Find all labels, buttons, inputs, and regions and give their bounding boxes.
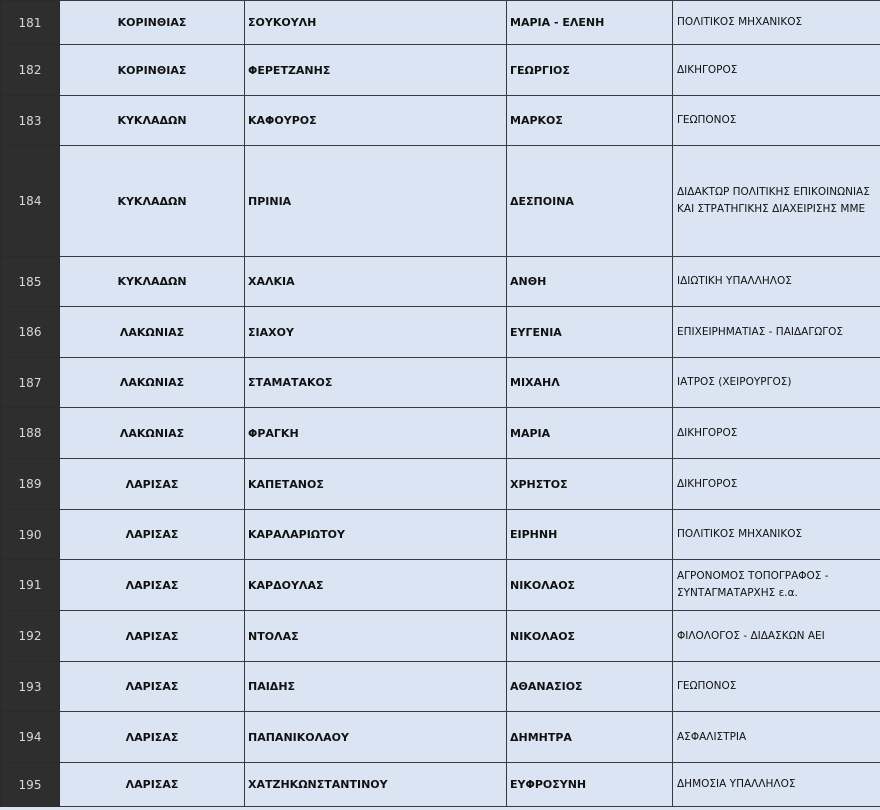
firstname-cell: ΧΡΗΣΤΟΣ (507, 459, 673, 510)
firstname-cell: ΕΙΡΗΝΗ (507, 510, 673, 560)
surname-cell: ΠΑΠΑΝΙΚΟΛΑΟΥ (245, 712, 507, 763)
surname-cell: ΚΑΡΑΛΑΡΙΩΤΟΥ (245, 510, 507, 560)
row-number: 183 (1, 96, 60, 146)
region-cell: ΛΑΚΩΝΙΑΣ (60, 408, 245, 459)
occupation-cell: ΑΣΦΑΛΙΣΤΡΙΑ (673, 712, 880, 763)
table-row (1, 45, 880, 96)
table-row (1, 712, 880, 763)
table-row (1, 459, 880, 510)
region-cell: ΛΑΡΙΣΑΣ (60, 763, 245, 807)
region-cell: ΛΑΚΩΝΙΑΣ (60, 307, 245, 358)
firstname-cell: ΕΥΓΕΝΙΑ (507, 307, 673, 358)
row-number: 182 (1, 45, 60, 96)
table-row (1, 611, 880, 662)
region-cell: ΛΑΡΙΣΑΣ (60, 712, 245, 763)
occupation-cell: ΔΙΚΗΓΟΡΟΣ (673, 459, 880, 510)
occupation-cell: ΓΕΩΠΟΝΟΣ (673, 662, 880, 712)
surname-cell: ΧΑΛΚΙΑ (245, 257, 507, 307)
row-number: 195 (1, 763, 60, 807)
occupation-cell: ΔΗΜΟΣΙΑ ΥΠΑΛΛΗΛΟΣ (673, 763, 880, 807)
occupation-cell: ΙΑΤΡΟΣ (ΧΕΙΡΟΥΡΓΟΣ) (673, 358, 880, 408)
firstname-cell: ΔΕΣΠΟΙΝΑ (507, 146, 673, 257)
row-number: 193 (1, 662, 60, 712)
surname-cell: ΣΟΥΚΟΥΛΗ (245, 1, 507, 45)
table-row (1, 257, 880, 307)
table-body (1, 1, 880, 807)
firstname-cell: ΝΙΚΟΛΑΟΣ (507, 611, 673, 662)
surname-cell: ΝΤΟΛΑΣ (245, 611, 507, 662)
occupation-cell: ΔΙΚΗΓΟΡΟΣ (673, 408, 880, 459)
surname-cell: ΣΙΑΧΟΥ (245, 307, 507, 358)
firstname-cell: ΔΗΜΗΤΡΑ (507, 712, 673, 763)
surname-cell: ΚΑΠΕΤΑΝΟΣ (245, 459, 507, 510)
table-row (1, 358, 880, 408)
surname-cell: ΚΑΡΔΟΥΛΑΣ (245, 560, 507, 611)
region-cell: ΚΥΚΛΑΔΩΝ (60, 257, 245, 307)
region-cell: ΛΑΡΙΣΑΣ (60, 510, 245, 560)
firstname-cell: ΑΝΘΗ (507, 257, 673, 307)
occupation-cell: ΔΙΚΗΓΟΡΟΣ (673, 45, 880, 96)
region-cell: ΚΟΡΙΝΘΙΑΣ (60, 1, 245, 45)
occupation-cell: ΑΓΡΟΝΟΜΟΣ ΤΟΠΟΓΡΑΦΟΣ - ΣΥΝΤΑΓΜΑΤΑΡΧΗΣ ε.α. (673, 560, 880, 611)
firstname-cell: ΓΕΩΡΓΙΟΣ (507, 45, 673, 96)
firstname-cell: ΜΑΡΙΑ - ΕΛΕΝΗ (507, 1, 673, 45)
surname-cell: ΠΑΙΔΗΣ (245, 662, 507, 712)
firstname-cell: ΕΥΦΡΟΣΥΝΗ (507, 763, 673, 807)
table-row (1, 763, 880, 807)
region-cell: ΛΑΡΙΣΑΣ (60, 459, 245, 510)
occupation-cell: ΕΠΙΧΕΙΡΗΜΑΤΙΑΣ - ΠΑΙΔΑΓΩΓΟΣ (673, 307, 880, 358)
occupation-cell: ΔΙΔΑΚΤΩΡ ΠΟΛΙΤΙΚΗΣ ΕΠΙΚΟΙΝΩΝΙΑΣ ΚΑΙ ΣΤΡΑΤΗΓΙΚΗΣ ΔΙΑΧΕΙΡΙΣΗΣ ΜΜΕ (673, 146, 880, 257)
surname-cell: ΣΤΑΜΑΤΑΚΟΣ (245, 358, 507, 408)
region-cell: ΚΥΚΛΑΔΩΝ (60, 146, 245, 257)
table-row (1, 408, 880, 459)
surname-cell: ΚΑΦΟΥΡΟΣ (245, 96, 507, 146)
table-row (1, 662, 880, 712)
firstname-cell: ΑΘΑΝΑΣΙΟΣ (507, 662, 673, 712)
table-row (1, 1, 880, 45)
surname-cell: ΧΑΤΖΗΚΩΝΣΤΑΝΤΙΝΟΥ (245, 763, 507, 807)
firstname-cell: ΜΑΡΚΟΣ (507, 96, 673, 146)
surname-cell: ΦΕΡΕΤΖΑΝΗΣ (245, 45, 507, 96)
row-number: 185 (1, 257, 60, 307)
firstname-cell: ΝΙΚΟΛΑΟΣ (507, 560, 673, 611)
occupation-cell: ΠΟΛΙΤΙΚΟΣ ΜΗΧΑΝΙΚΟΣ (673, 1, 880, 45)
occupation-cell: ΙΔΙΩΤΙΚΗ ΥΠΑΛΛΗΛΟΣ (673, 257, 880, 307)
occupation-cell: ΓΕΩΠΟΝΟΣ (673, 96, 880, 146)
row-number: 189 (1, 459, 60, 510)
table-row (1, 307, 880, 358)
table-row (1, 560, 880, 611)
row-number: 188 (1, 408, 60, 459)
region-cell: ΛΑΡΙΣΑΣ (60, 560, 245, 611)
row-number: 187 (1, 358, 60, 408)
region-cell: ΛΑΚΩΝΙΑΣ (60, 358, 245, 408)
occupation-cell: ΠΟΛΙΤΙΚΟΣ ΜΗΧΑΝΙΚΟΣ (673, 510, 880, 560)
region-cell: ΛΑΡΙΣΑΣ (60, 611, 245, 662)
row-number: 186 (1, 307, 60, 358)
region-cell: ΛΑΡΙΣΑΣ (60, 662, 245, 712)
region-cell: ΚΟΡΙΝΘΙΑΣ (60, 45, 245, 96)
row-number: 194 (1, 712, 60, 763)
table-row (1, 96, 880, 146)
row-number: 192 (1, 611, 60, 662)
table-row (1, 146, 880, 257)
row-number: 190 (1, 510, 60, 560)
occupation-cell: ΦΙΛΟΛΟΓΟΣ - ΔΙΔΑΣΚΩΝ ΑΕΙ (673, 611, 880, 662)
row-number: 184 (1, 146, 60, 257)
table-row (1, 510, 880, 560)
firstname-cell: ΜΑΡΙΑ (507, 408, 673, 459)
firstname-cell: ΜΙΧΑΗΛ (507, 358, 673, 408)
surname-cell: ΠΡΙΝΙΑ (245, 146, 507, 257)
surname-cell: ΦΡΑΓΚΗ (245, 408, 507, 459)
row-number: 181 (1, 1, 60, 45)
region-cell: ΚΥΚΛΑΔΩΝ (60, 96, 245, 146)
row-number: 191 (1, 560, 60, 611)
